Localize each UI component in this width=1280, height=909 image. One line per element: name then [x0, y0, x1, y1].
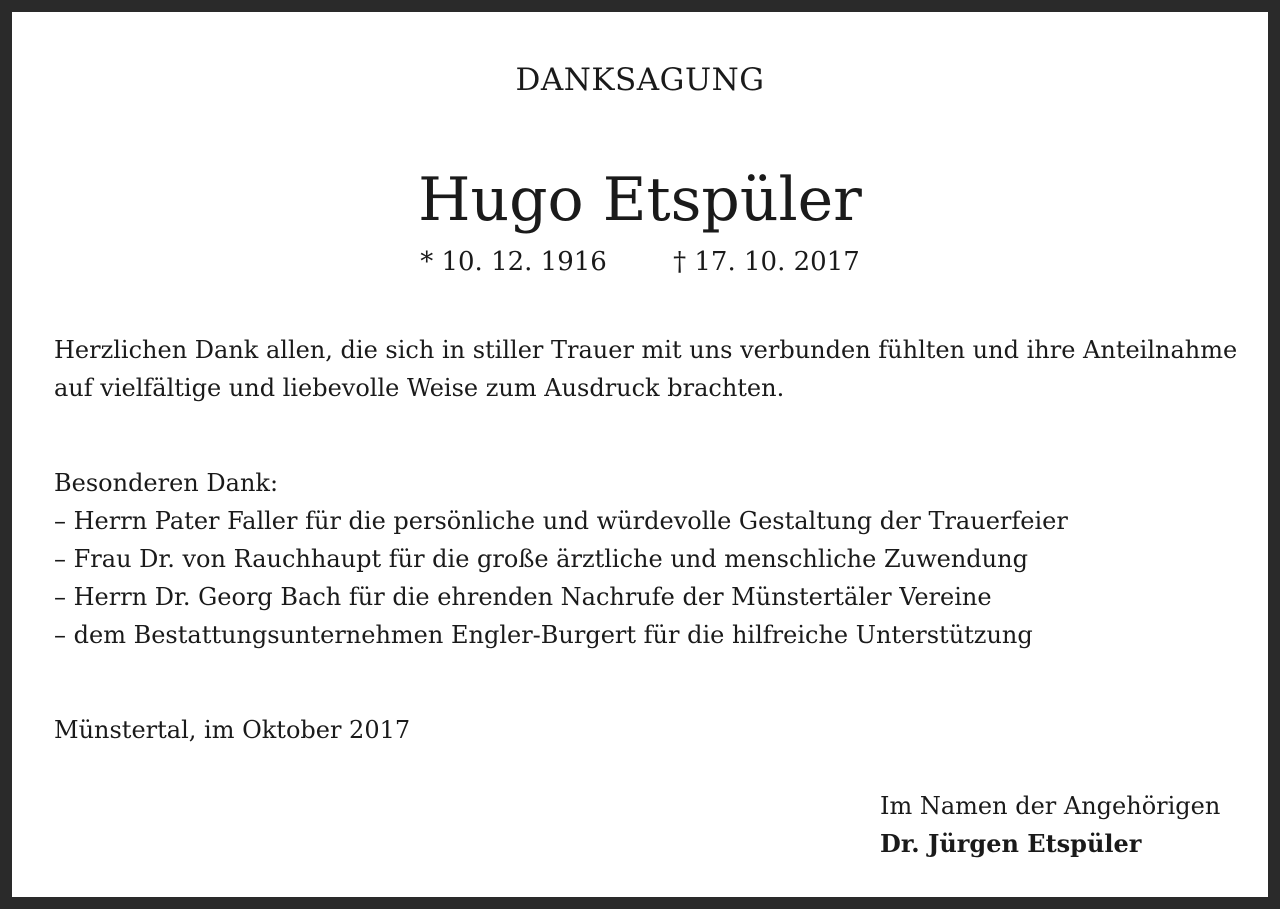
- birth-date: * 10. 12. 1916: [420, 247, 607, 277]
- special-thanks-heading: Besonderen Dank:: [54, 469, 279, 497]
- place-and-date: Münstertal, im Oktober 2017: [54, 716, 411, 744]
- thanks-paragraph: [54, 331, 1244, 407]
- special-thanks-item: – Herrn Dr. Georg Bach für die ehrenden Nachrufe der Münstertäler Vereine: [54, 583, 992, 611]
- signature-line: Im Namen der Angehörigen: [880, 792, 1221, 820]
- life-dates: [12, 246, 1268, 280]
- thank-you-notice: [12, 12, 1268, 897]
- death-date: † 17. 10. 2017: [673, 247, 860, 277]
- notice-heading: DANKSAGUNG: [515, 62, 765, 98]
- special-thanks-item: – dem Bestattungsunternehmen Engler-Burgert für die hilfreiche Unterstützung: [54, 621, 1033, 649]
- signature-block: [880, 787, 1220, 863]
- thanks-paragraph-line: Herzlichen Dank allen, die sich in stiller Trauer mit uns verbunden fühlten und ihre Anteilnahme: [54, 336, 1238, 364]
- thanks-paragraph-line: auf vielfältige und liebevolle Weise zum Ausdruck brachten.: [54, 374, 785, 402]
- special-thanks-item: – Frau Dr. von Rauchhaupt für die große ärztliche und menschliche Zuwendung: [54, 545, 1028, 573]
- signer-name: Dr. Jürgen Etspüler: [880, 829, 1142, 858]
- special-thanks-section: [54, 464, 1244, 654]
- special-thanks-item: – Herrn Pater Faller für die persönliche und würdevolle Gestaltung der Trauerfeier: [54, 507, 1068, 535]
- deceased-name: Hugo Etspüler: [418, 165, 862, 235]
